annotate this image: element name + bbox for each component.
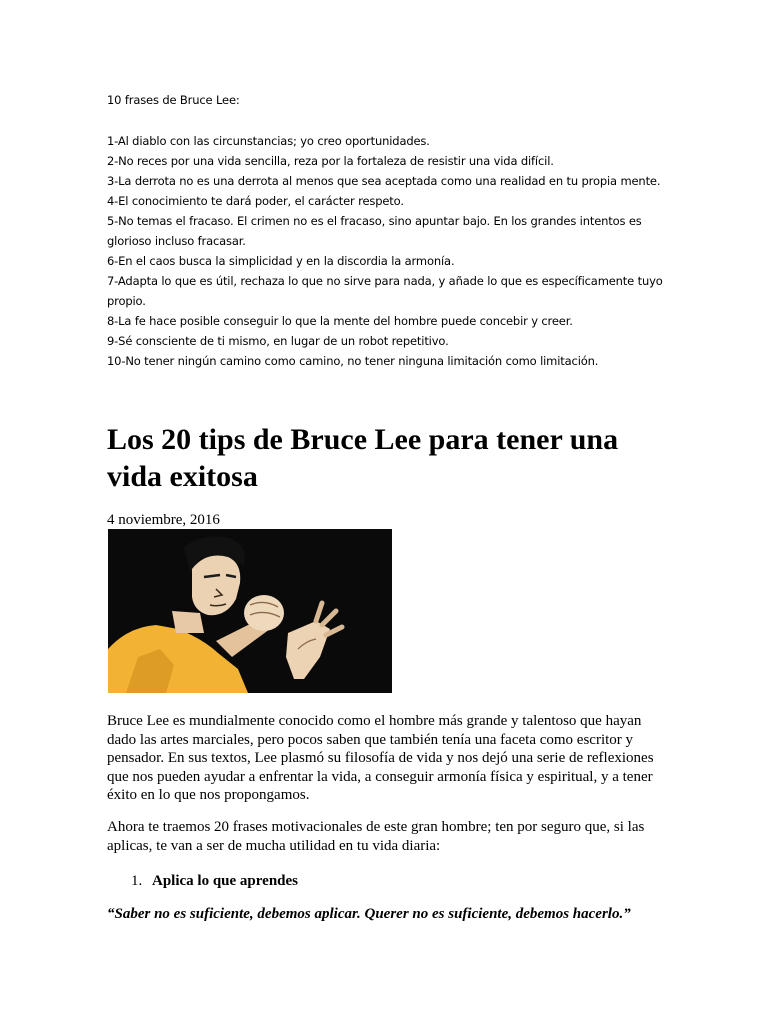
frase-item: 3-La derrota no es una derrota al menos que sea aceptada como una realidad en tu propia mente. (107, 174, 661, 188)
frases-list (107, 131, 667, 371)
article-date: 4 noviembre, 2016 (107, 512, 220, 528)
frase-item: 2-No reces por una vida sencilla, reza por la fortaleza de resistir una vida difícil. (107, 154, 554, 168)
ahora-paragraph: Ahora te traemos 20 frases motivacionales de este gran hombre; ten por seguro que, si las aplicas, te van a ser de mucha utilidad en tu vida diaria: (107, 819, 645, 854)
frase-item: 5-No temas el fracaso. El crimen no es el fracaso, sino apuntar bajo. En los grandes intentos es glorioso incluso fracasar. (107, 214, 642, 248)
tip-quote: “Saber no es suficiente, debemos aplicar. Querer no es suficiente, debemos hacerlo.” (107, 906, 631, 922)
article-title: Los 20 tips de Bruce Lee para tener una vida exitosa (107, 423, 619, 493)
tip-item (131, 873, 298, 890)
frase-item: 8-La fe hace posible conseguir lo que la mente del hombre puede concebir y creer. (107, 314, 573, 328)
bruce-lee-image (108, 529, 392, 693)
tip-title: Aplica lo que aprendes (152, 873, 298, 889)
frases-heading: 10 frases de Bruce Lee: (107, 93, 240, 107)
intro-paragraph: Bruce Lee es mundialmente conocido como el hombre más grande y talentoso que hayan dado las artes marciales, pero pocos saben que también tenía una faceta como escritor y pensador. En sus textos, Lee plasmó su filosofía de vida y nos dejó una serie de reflexiones que nos pueden ayudar a enfrentar la vida, a conseguir armonía física y espiritual, y a tener éxito en lo que nos propongamos. (107, 713, 654, 803)
frase-item: 10-No tener ningún camino como camino, no tener ninguna limitación como limitación. (107, 354, 599, 368)
frase-item: 9-Sé consciente de ti mismo, en lugar de un robot repetitivo. (107, 334, 449, 348)
frase-item: 7-Adapta lo que es útil, rechaza lo que no sirve para nada, y añade lo que es específicamente tuyo propio. (107, 274, 663, 308)
frase-item: 1-Al diablo con las circunstancias; yo creo oportunidades. (107, 134, 430, 148)
frase-item: 4-El conocimiento te dará poder, el carácter respeto. (107, 194, 404, 208)
tips-list (131, 873, 298, 890)
frase-item: 6-En el caos busca la simplicidad y en la discordia la armonía. (107, 254, 455, 268)
tip-number: 1. (131, 873, 143, 889)
